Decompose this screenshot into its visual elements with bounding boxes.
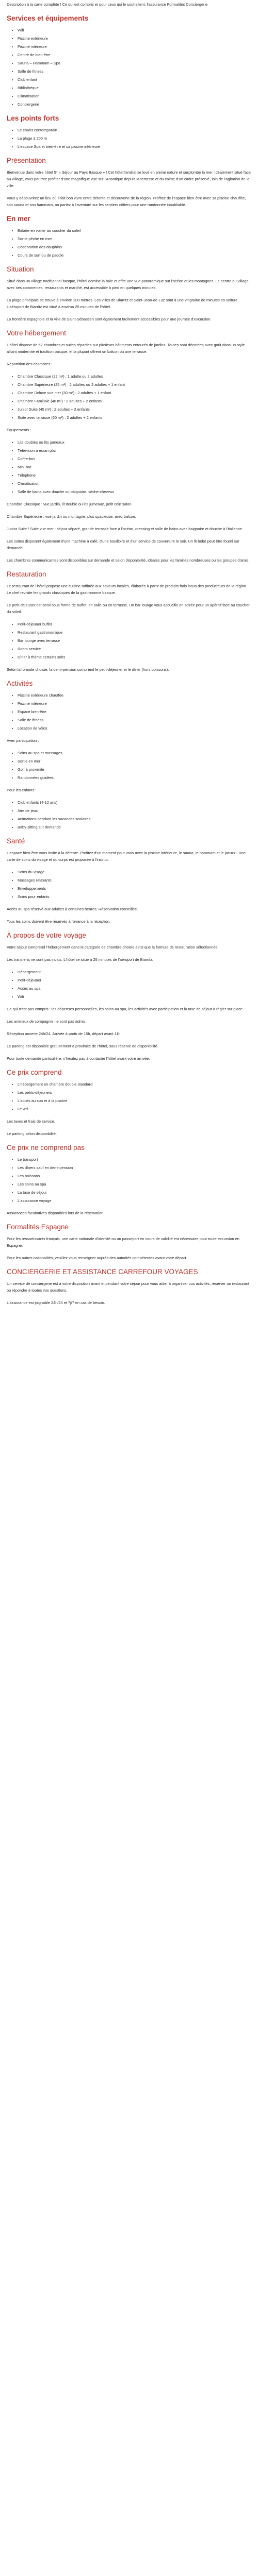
list-item: • Sauna – Hammam – Spa: [18, 60, 251, 66]
list-item: • Junior Suite (45 m²) : 2 adultes + 2 enfants: [18, 406, 251, 413]
list-item: • Les dîners sauf en demi-pension: [18, 1164, 251, 1171]
bullet-list: [7, 799, 251, 831]
list-item: • Chambre Deluxe vue mer (30 m²) : 2 adultes + 1 enfant: [18, 389, 251, 396]
list-item: • Accès au spa: [18, 985, 251, 992]
list-item: • Le chalet contemporain: [18, 127, 251, 133]
list-item: • L'accès au spa et à la piscine: [18, 1097, 251, 1104]
paragraph: Un service de conciergerie est à votre disposition avant et pendant votre séjour pour vous aider à organiser vos activités, réserver un restaurant ou répondre à toutes vos questions.: [7, 1281, 249, 1293]
bullet-list: [7, 1081, 251, 1112]
paragraph: Pour les ressortissants français, une carte nationale d'identité ou un passeport en cours de validité est nécessaire pour toute excursion en Espagne.: [7, 1236, 239, 1248]
list-item: • Observation des dauphins: [18, 244, 251, 250]
list-item: • Petit-déjeuner buffet: [18, 621, 251, 628]
bullet-list: [7, 227, 251, 259]
list-item: • Centre de bien-être: [18, 52, 251, 58]
list-item: • Club enfant: [18, 76, 251, 83]
list-item: • Hébergement: [18, 969, 251, 975]
section-heading: CONCIERGERIE ET ASSISTANCE CARREFOUR VOYAGES: [7, 1268, 198, 1276]
paragraph: Accès au spa réservé aux adultes à certaines heures. Réservation conseillée.: [7, 907, 138, 911]
list-item: • Randonnées guidées: [18, 774, 251, 781]
list-item: • Télévision à écran plat: [18, 447, 251, 454]
list-item: • Enveloppements: [18, 885, 251, 892]
list-item: • Petit-déjeuner: [18, 977, 251, 984]
paragraph: Réception ouverte 24h/24. Arrivée à partir de 15h, départ avant 11h.: [7, 1031, 122, 1036]
list-item: • Salle de fitness: [18, 68, 251, 75]
list-item: • Location de vélos: [18, 725, 251, 732]
list-item: • Dîner à thème certains soirs: [18, 654, 251, 660]
paragraph: Tous les soins doivent être réservés à l'avance à la réception.: [7, 919, 111, 924]
section-heading: Votre hébergement: [7, 329, 66, 337]
list-item: • L'espace Spa et bien-être et sa piscine intérieure: [18, 143, 251, 150]
list-item: • Piscine extérieure chauffée: [18, 692, 251, 699]
list-item: • L'hébergement en chambre double standard: [18, 1081, 251, 1088]
list-item: • Les soins au spa: [18, 1181, 251, 1188]
list-item: • Climatisation: [18, 93, 251, 99]
list-item: • Coffre-fort: [18, 455, 251, 462]
list-item: • Sortie pêche en mer: [18, 235, 251, 242]
list-item: • Mini-bar: [18, 464, 251, 470]
list-item: • Soins du visage: [18, 869, 251, 875]
list-item: • Les boissons: [18, 1173, 251, 1179]
paragraph: Répartition des chambres :: [7, 362, 53, 366]
paragraph: Pour toute demande particulière, n'hésitez pas à contacter l'hôtel avant votre arrivée.: [7, 1056, 150, 1061]
list-item: • Salle de fitness: [18, 717, 251, 723]
list-item: • Piscine intérieure: [18, 43, 251, 50]
section-heading: Formalités Espagne: [7, 1223, 69, 1231]
paragraph: Selon la formule choisie, la demi-pension comprend le petit-déjeuner et le dîner (hors boissons).: [7, 667, 169, 672]
list-item: • Club enfants (4-12 ans): [18, 799, 251, 806]
list-item: • Soins au spa et massages: [18, 750, 251, 756]
bullet-list: [7, 969, 251, 1000]
list-item: • Wifi: [18, 27, 251, 33]
paragraph: Pour les enfants :: [7, 788, 37, 792]
list-item: • Room service: [18, 646, 251, 652]
paragraph: Avec participation :: [7, 738, 39, 743]
section-heading: Ce prix ne comprend pas: [7, 1144, 85, 1151]
bullet-list: [7, 621, 251, 660]
list-item: • Suite avec terrasse (60 m²) : 2 adultes + 2 enfants: [18, 414, 251, 421]
list-item: • Le wifi: [18, 1106, 251, 1112]
list-item: • Aire de jeux: [18, 807, 251, 814]
list-item: • Massages relaxants: [18, 877, 251, 884]
paragraph: Chambre Supérieure : vue jardin ou montagne, plus spacieuse, avec balcon.: [7, 514, 136, 519]
paragraph: La plage principale se trouve à environ 200 mètres. Les villes de Biarritz et Saint-Jean-de-Luz sont à une vingtaine de minutes en voiture. L'aéroport de Biarritz est situé à environ 25 minutes de l'hôtel.: [7, 298, 239, 309]
paragraph: Votre séjour comprend l'hébergement dans la catégorie de chambre choisie ainsi que la formule de restauration sélectionnée.: [7, 945, 219, 950]
bullet-list: [7, 127, 251, 150]
paragraph: Le parking selon disponibilité.: [7, 1131, 57, 1136]
list-item: • Golf à proximité: [18, 766, 251, 773]
section-heading: Activités: [7, 680, 33, 687]
paragraph: Situé dans un village traditionnel basque, l'hôtel domine la baie et offre une vue panoramique sur l'océan et les montagnes. Le centre du village, avec ses commerces, restaurants et marché, est accessible à pied en quelques minutes.: [7, 279, 250, 290]
list-item: • Le transport: [18, 1156, 251, 1163]
paragraph: Chambre Classique : vue jardin, lit double ou lits jumeaux, petit coin salon.: [7, 502, 133, 506]
bullet-list: [7, 692, 251, 732]
bullet-list: [7, 869, 251, 900]
paragraph: Les taxes et frais de service.: [7, 1119, 55, 1124]
section-heading: Présentation: [7, 157, 46, 164]
list-item: • Les petits-déjeuners: [18, 1089, 251, 1096]
list-item: • Animations pendant les vacances scolaires: [18, 816, 251, 822]
list-item: • Lits doubles ou lits jumeaux: [18, 439, 251, 446]
section-heading: Situation: [7, 265, 34, 273]
list-item: • Piscine intérieure: [18, 700, 251, 707]
list-item: • Climatisation: [18, 480, 251, 487]
section-heading: En mer: [7, 215, 30, 223]
paragraph: Les chambres communicantes sont disponibles sur demande et selon disponibilité, idéales pour les familles nombreuses ou les groupes d'amis.: [7, 558, 250, 563]
list-item: • Bar lounge avec terrasse: [18, 637, 251, 644]
section-heading: Ce prix comprend: [7, 1069, 62, 1076]
paragraph: Les animaux de compagnie ne sont pas admis.: [7, 1019, 87, 1024]
list-item: • Cours de surf ou de paddle: [18, 252, 251, 259]
list-item: • Piscine extérieure: [18, 35, 251, 42]
bullet-list: [7, 1156, 251, 1204]
paragraph: Assurances facultatives disponibles lors de la réservation.: [7, 1211, 105, 1215]
intro-paragraph: Description à la carte complète ! Ce qui est compris et pour ceux qui le souhaitent, l'assurance Formalités Conciergerie: [7, 2, 208, 7]
list-item: • Chambre Supérieure (25 m²) : 2 adultes ou 2 adultes + 1 enfant: [18, 381, 251, 388]
paragraph: Les transferts ne sont pas inclus. L'hôtel se situe à 25 minutes de l'aéroport de Biarritz.: [7, 957, 153, 962]
list-item: • Baby-sitting sur demande: [18, 824, 251, 831]
list-item: • La taxe de séjour: [18, 1189, 251, 1196]
section-heading: Santé: [7, 837, 25, 845]
list-item: • Restaurant gastronomique: [18, 629, 251, 636]
paragraph: Équipements :: [7, 428, 31, 432]
list-item: • Téléphone: [18, 472, 251, 479]
section-heading: Restauration: [7, 570, 46, 578]
bullet-list: [7, 439, 251, 495]
paragraph: L'hôtel dispose de 52 chambres et suites réparties sur plusieurs bâtiments entourés de jardins. Toutes sont décorées avec goût dans un style alliant modernité et tradition basque, et la plupart offrent un balcon ou une terrasse.: [7, 343, 245, 354]
list-item: • Conciergerie: [18, 101, 251, 108]
list-item: • Sortie en mer: [18, 758, 251, 765]
paragraph: Les suites disposent également d'une machine à café, d'une bouilloire et d'un service de couverture le soir. Un lit bébé peut être fourni sur demande.: [7, 539, 239, 550]
list-item: • Chambre Familiale (40 m²) : 2 adultes + 2 enfants: [18, 398, 251, 404]
list-item: • L'assurance voyage: [18, 1197, 251, 1204]
bullet-list: [7, 373, 251, 421]
bullet-list: [7, 750, 251, 781]
list-item: • Salle de bains avec douche ou baignoire, sèche-cheveux: [18, 488, 251, 495]
paragraph: Pour les autres nationalités, veuillez vous renseigner auprès des autorités compétentes avant votre départ.: [7, 1256, 187, 1260]
paragraph: Le petit-déjeuner est servi sous forme de buffet, en salle ou en terrasse. Un bar lounge vous accueille en soirée pour un apéritif face au coucher du soleil.: [7, 603, 250, 614]
list-item: • Soins pour enfants: [18, 893, 251, 900]
list-item: • Wifi: [18, 993, 251, 1000]
paragraph: Ce qui n'est pas compris : les dépenses personnelles, les soins au spa, les activités avec participation et la taxe de séjour à régler sur place.: [7, 1007, 244, 1011]
paragraph: Vous y découvrirez un lieu où il fait bon vivre entre détente et découverte de la région. Profitez de l'espace bien-être avec sa piscine chauffée, son sauna et son hammam, ou partez à l'aventure sur les sentiers côtiers pour une randonnée inoubliable.: [7, 196, 246, 207]
list-item: • Balade en voilier au coucher du soleil: [18, 227, 251, 234]
list-item: • La plage à 200 m: [18, 135, 251, 142]
list-item: • Espace bien-être: [18, 708, 251, 715]
paragraph: L'assistance est joignable 24h/24 et 7j/7 en cas de besoin.: [7, 1300, 105, 1305]
paragraph: Le restaurant de l'hôtel propose une cuisine raffinée aux saveurs locales, élaborée à partir de produits frais issus des producteurs de la région. Le chef revisite les grands classiques de la gastronomie basque.: [7, 584, 247, 595]
bullet-list: [7, 27, 251, 108]
section-heading: Les points forts: [7, 114, 59, 122]
list-item: • Chambre Classique (22 m²) : 1 adulte ou 2 adultes: [18, 373, 251, 380]
paragraph: La frontière espagnole et la ville de Saint-Sébastien sont également facilement accessibles pour une journée d'excursion.: [7, 317, 212, 321]
section-heading: À propos de votre voyage: [7, 931, 86, 939]
paragraph: L'espace bien-être vous invite à la détente. Profitez d'un moment pour vous avec la piscine intérieure, le sauna, le hammam et le jacuzzi. Une carte de soins du visage et du corps est proposée à l'institut.: [7, 851, 246, 862]
list-item: • Bibliothèque: [18, 84, 251, 91]
paragraph: Bienvenue dans votre hôtel 5* « Séjour au Pays Basque » ! Cet hôtel familial se lové en pleine nature et surplombe la mer. Idéalement situé face au village, vous pourrez profiter d'une magnifique vue sur l'Atlantique depuis la terrasse et du calme d'un cadre préservé, loin de l'agitation de la ville.: [7, 170, 251, 188]
paragraph: Junior Suite / Suite vue mer : séjour séparé, grande terrasse face à l'océan, dressing et salle de bains avec baignoire et douche à l'italienne.: [7, 527, 244, 531]
section-heading: Services et équipements: [7, 14, 89, 22]
paragraph: Le parking est disponible gratuitement à proximité de l'hôtel, sous réserve de disponibilité.: [7, 1044, 158, 1048]
